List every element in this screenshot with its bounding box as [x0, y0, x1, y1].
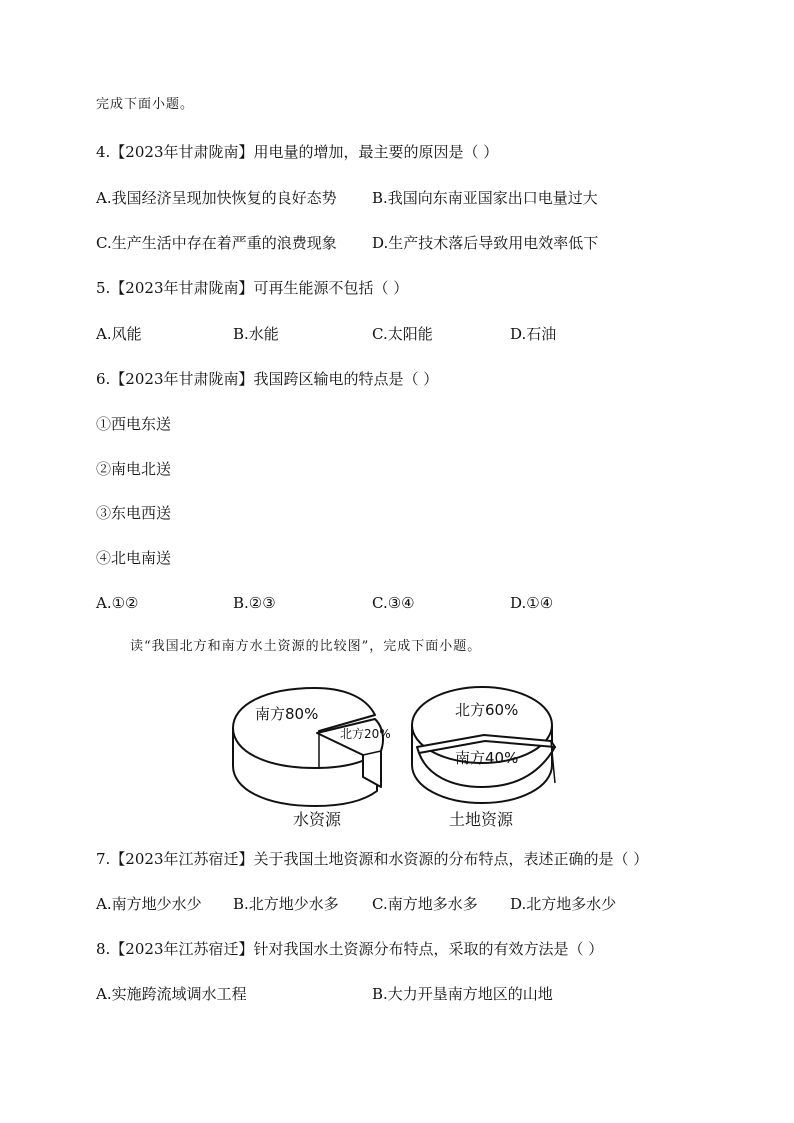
question-7-option-d[interactable]: D.北方地多水少	[510, 895, 617, 913]
question-6-item-3: ③东电西送	[96, 504, 172, 522]
resource-comparison-figure	[225, 683, 565, 833]
question-8-option-a[interactable]: A.实施跨流域调水工程	[96, 985, 247, 1003]
question-4-option-b[interactable]: B.我国向东南亚国家出口电量过大	[372, 189, 598, 207]
water-pie	[233, 688, 391, 829]
question-6-item-2: ②南电北送	[96, 460, 172, 478]
question-5-option-c[interactable]: C.太阳能	[372, 325, 433, 343]
question-5-option-b[interactable]: B.水能	[233, 325, 279, 343]
water-title: 水资源	[293, 810, 342, 829]
land-label-south: 南方40%	[455, 749, 519, 767]
question-8-stem: 8.【2023年江苏宿迁】针对我国水土资源分布特点，采取的有效方法是（ ）	[96, 940, 604, 958]
question-6-option-a[interactable]: A.①②	[96, 594, 139, 612]
question-4-stem: 4.【2023年甘肃陇南】用电量的增加，最主要的原因是（ ）	[96, 143, 499, 161]
question-7-stem: 7.【2023年江苏宿迁】关于我国土地资源和水资源的分布特点，表述正确的是（ ）	[96, 850, 649, 868]
question-6-option-b[interactable]: B.②③	[233, 594, 276, 612]
question-5-option-d[interactable]: D.石油	[510, 325, 557, 343]
question-4-option-c[interactable]: C.生产生活中存在着严重的浪费现象	[96, 234, 337, 252]
question-6-option-c[interactable]: C.③④	[372, 594, 415, 612]
water-label-south: 南方80%	[255, 705, 319, 723]
intro-text-1: 完成下面小题。	[96, 97, 195, 112]
question-4-option-a[interactable]: A.我国经济呈现加快恢复的良好态势	[96, 189, 337, 207]
question-6-option-d[interactable]: D.①④	[510, 594, 554, 612]
question-5-stem: 5.【2023年甘肃陇南】可再生能源不包括（ ）	[96, 279, 409, 297]
land-title: 土地资源	[449, 810, 514, 829]
question-7-option-a[interactable]: A.南方地少水少	[96, 895, 202, 913]
question-6-item-1: ①西电东送	[96, 415, 172, 433]
question-6-item-4: ④北电南送	[96, 549, 172, 567]
question-6-stem: 6.【2023年甘肃陇南】我国跨区输电的特点是（ ）	[96, 370, 439, 388]
intro-text-2: 读“我国北方和南方水土资源的比较图”，完成下面小题。	[130, 639, 482, 654]
water-label-north: 北方20%	[340, 727, 391, 741]
land-label-north: 北方60%	[455, 701, 519, 719]
question-8-option-b[interactable]: B.大力开垦南方地区的山地	[372, 985, 553, 1003]
question-7-option-c[interactable]: C.南方地多水多	[372, 895, 478, 913]
question-4-option-d[interactable]: D.生产技术落后导致用电效率低下	[372, 234, 599, 252]
land-pie	[412, 687, 555, 829]
question-5-option-a[interactable]: A.风能	[96, 325, 142, 343]
question-7-option-b[interactable]: B.北方地少水多	[233, 895, 339, 913]
